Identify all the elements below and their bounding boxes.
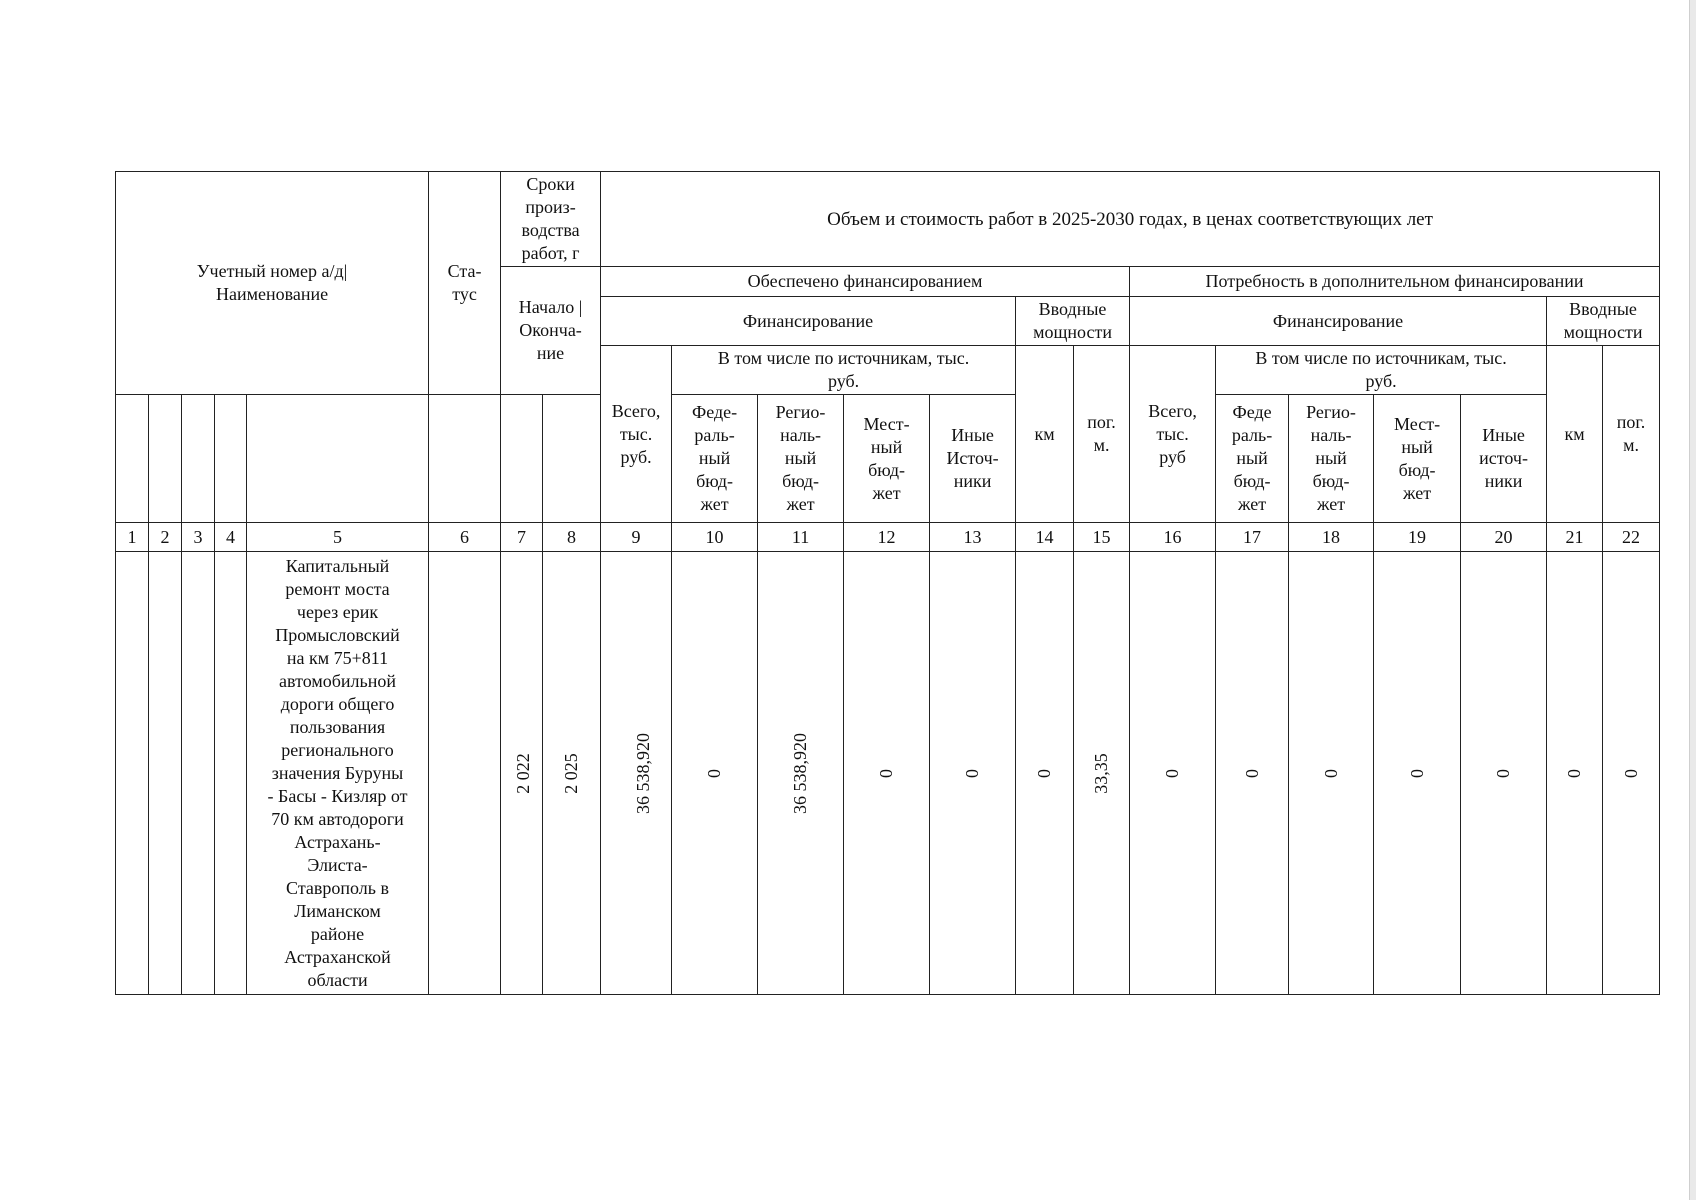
cell-col-3 (182, 552, 215, 995)
header-regional-need-text: Регио- наль- ный бюд- жет (1306, 402, 1356, 514)
value-cell (1374, 552, 1461, 995)
header-title (601, 172, 1660, 267)
header-other-provided (930, 395, 1016, 523)
header-pog-provided-text: пог. м. (1087, 412, 1116, 455)
header-col-6 (429, 395, 501, 523)
header-financing-need-text: Финансирование (1272, 310, 1404, 331)
value-other-provided: 0 (962, 768, 983, 778)
object-name-cell (247, 552, 429, 995)
header-status-text: Ста- тус (447, 261, 482, 304)
end-year: 2 025 (561, 752, 582, 794)
value-cell (1547, 552, 1603, 995)
value-cell (601, 552, 672, 995)
column-number: 3 (182, 523, 215, 552)
header-total-need (1130, 346, 1216, 523)
work-volume-table (115, 171, 1660, 995)
header-road-name-text: Учетный номер а/д| Наименование (196, 261, 348, 304)
value-other-need: 0 (1493, 768, 1514, 778)
value-regional-need: 0 (1320, 768, 1341, 778)
header-col-7 (501, 395, 543, 523)
object-name: Капитальный ремонт моста через ерик Промысловский на км 75+811 автомобильной дороги общего пользования регионального значения Буруны - Басы - Кизляр от 70 км автодороги Астрахань- Элиста- Ставрополь в Лиманском районе Астраханской области (267, 555, 408, 990)
header-provided (601, 267, 1130, 297)
header-financing-need (1130, 297, 1547, 346)
page-edge (1689, 0, 1696, 1200)
column-number: 13 (930, 523, 1016, 552)
value-cell (930, 552, 1016, 995)
header-capacity-need-text: Вводные мощности (1563, 299, 1643, 342)
value-local-provided: 0 (876, 768, 897, 778)
value-pog-need: 0 (1620, 768, 1641, 778)
value-federal-provided: 0 (704, 768, 725, 778)
header-local-need (1374, 395, 1461, 523)
header-provided-text: Обеспечено финансированием (747, 271, 983, 291)
value-cell (1016, 552, 1074, 995)
column-number: 20 (1461, 523, 1547, 552)
end-year-cell (543, 552, 601, 995)
column-number: 1 (116, 523, 149, 552)
value-federal-need: 0 (1241, 768, 1262, 778)
value-km-provided: 0 (1034, 768, 1055, 778)
column-number: 10 (672, 523, 758, 552)
header-total-provided (601, 346, 672, 523)
column-number: 19 (1374, 523, 1461, 552)
value-cell (1289, 552, 1374, 995)
header-km-provided-text: км (1034, 423, 1055, 444)
column-number: 18 (1289, 523, 1374, 552)
header-federal-provided (672, 395, 758, 523)
header-total-provided-text: Всего, тыс. руб. (611, 400, 661, 467)
value-cell (844, 552, 930, 995)
value-pog-provided: 33,35 (1091, 752, 1112, 794)
header-col-3 (182, 395, 215, 523)
column-number: 15 (1074, 523, 1130, 552)
cell-col-4 (215, 552, 247, 995)
header-pog-need (1603, 346, 1660, 523)
header-sources-need (1216, 346, 1547, 395)
header-financing-provided-text: Финансирование (742, 310, 874, 331)
value-regional-provided: 36 538,920 (790, 732, 811, 814)
column-number: 6 (429, 523, 501, 552)
header-terms (501, 172, 601, 267)
start-year: 2 022 (512, 752, 533, 794)
column-number: 2 (149, 523, 182, 552)
header-km-provided (1016, 346, 1074, 523)
header-capacity-provided-text: Вводные мощности (1033, 299, 1112, 342)
header-col-1 (116, 395, 149, 523)
header-pog-provided (1074, 346, 1130, 523)
header-pog-need-text: пог. м. (1616, 412, 1646, 455)
header-sources-provided (672, 346, 1016, 395)
column-number: 4 (215, 523, 247, 552)
header-km-need-text: км (1564, 423, 1585, 444)
column-number: 21 (1547, 523, 1603, 552)
header-sources-provided-text: В том числе по источникам, тыс. руб. (717, 348, 970, 391)
column-number-row (116, 523, 1660, 552)
header-start-end-text: Начало | Оконча- ние (518, 297, 583, 363)
header-other-need (1461, 395, 1547, 523)
header-col-5 (247, 395, 429, 523)
header-road-name (116, 172, 429, 395)
header-financing-provided (601, 297, 1016, 346)
header-col-4 (215, 395, 247, 523)
column-number: 22 (1603, 523, 1660, 552)
value-total-need: 0 (1162, 768, 1183, 778)
column-number: 17 (1216, 523, 1289, 552)
status-cell (429, 552, 501, 995)
header-federal-need (1216, 395, 1289, 523)
cell-col-2 (149, 552, 182, 995)
column-number: 9 (601, 523, 672, 552)
column-number: 12 (844, 523, 930, 552)
header-local-provided-text: Мест- ный бюд- жет (863, 413, 910, 503)
column-number: 7 (501, 523, 543, 552)
header-sources-need-text: В том числе по источникам, тыс. руб. (1255, 348, 1507, 391)
column-number: 14 (1016, 523, 1074, 552)
column-number: 16 (1130, 523, 1216, 552)
value-cell (1603, 552, 1660, 995)
column-number: 11 (758, 523, 844, 552)
value-total-provided: 36 538,920 (633, 732, 654, 814)
value-cell (1461, 552, 1547, 995)
start-year-cell (501, 552, 543, 995)
column-number: 5 (247, 523, 429, 552)
header-local-need-text: Мест- ный бюд- жет (1394, 413, 1441, 503)
value-cell (672, 552, 758, 995)
header-total-need-text: Всего, тыс. руб (1148, 400, 1197, 467)
value-cell (1216, 552, 1289, 995)
header-capacity-provided (1016, 297, 1130, 346)
header-other-provided-text: Иные Источ- ники (946, 425, 999, 491)
cell-col-1 (116, 552, 149, 995)
header-km-need (1547, 346, 1603, 523)
header-need (1130, 267, 1660, 297)
header-federal-need-text: Феде раль- ный бюд- жет (1231, 402, 1273, 514)
header-capacity-need (1547, 297, 1660, 346)
header-local-provided (844, 395, 930, 523)
header-other-need-text: Иные источ- ники (1479, 425, 1528, 491)
header-federal-provided-text: Феде- раль- ный бюд- жет (691, 402, 738, 514)
header-regional-provided (758, 395, 844, 523)
header-col-2 (149, 395, 182, 523)
table-row (116, 552, 1660, 995)
value-cell (758, 552, 844, 995)
header-col-8 (543, 395, 601, 523)
header-need-text: Потребность в дополнительном финансировании (1205, 271, 1584, 291)
header-regional-need (1289, 395, 1374, 523)
value-cell (1074, 552, 1130, 995)
value-local-need: 0 (1406, 768, 1427, 778)
header-title-text: Объем и стоимость работ в 2025-2030 годах, в ценах соответствующих лет (827, 208, 1433, 230)
value-cell (1130, 552, 1216, 995)
header-start-end (501, 267, 601, 395)
value-km-need: 0 (1564, 768, 1585, 778)
header-terms-text: Сроки произ- водства работ, г (521, 174, 580, 263)
column-number: 8 (543, 523, 601, 552)
header-regional-provided-text: Регио- наль- ный бюд- жет (775, 402, 826, 514)
header-status (429, 172, 501, 395)
